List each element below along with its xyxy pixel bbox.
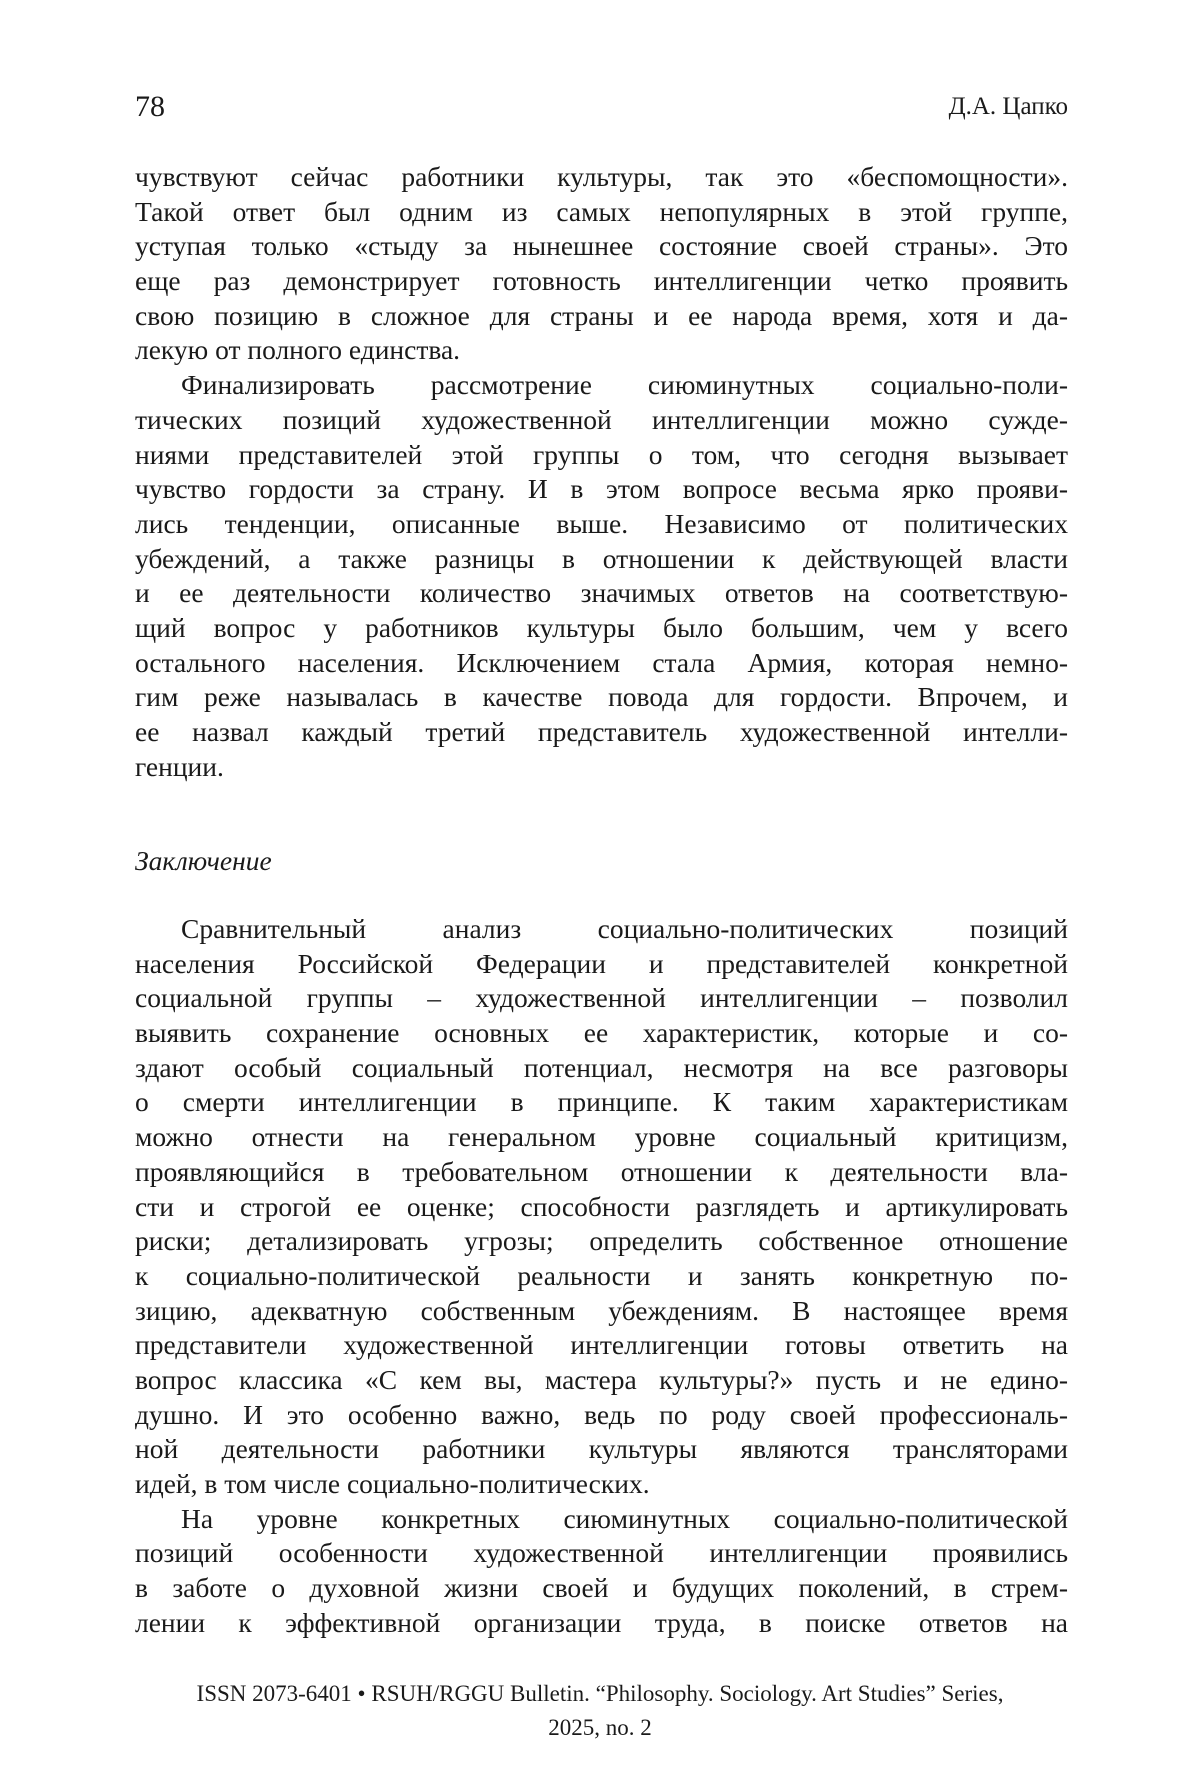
text-line: убеждений, а также разницы в отношении к действующей власти [135, 542, 1068, 574]
page-number: 78 [135, 90, 165, 123]
paragraph [135, 160, 1068, 368]
text-line: и ее деятельности количество значимых ответов на соответствую- [135, 577, 1068, 609]
text-line: здают особый социальный потенциал, несмотря на все разговоры [135, 1051, 1068, 1083]
text-line: свою позицию в сложное для страны и ее народа время, хотя и да- [135, 299, 1068, 331]
section-heading: Заключение [135, 845, 272, 876]
text-line: выявить сохранение основных ее характеристик, которые и со- [135, 1017, 1068, 1049]
text-line: ее назвал каждый третий представитель художественной интелли- [135, 716, 1068, 747]
text-line: о смерти интеллигенции в принципе. К таким характеристикам [135, 1086, 1068, 1118]
text-line: зицию, адекватную собственным убеждениям. В настоящее время [135, 1294, 1068, 1326]
text-line: остального населения. Исключением стала Армия, которая немно- [135, 646, 1068, 678]
text-line: к социально-политической реальности и занять конкретную по- [135, 1259, 1068, 1291]
text-line: Финализировать рассмотрение сиюминутных социально-поли- [181, 369, 1068, 401]
text-line: генции. [135, 750, 224, 782]
text-line: чувство гордости за страну. И в этом вопросе весьма ярко прояви- [135, 473, 1068, 505]
text-line: населения Российской Федерации и представителей конкретной [135, 947, 1068, 979]
body-text-before-conclusion [135, 160, 1068, 784]
text-line: еще раз демонстрирует готовность интеллигенции четко проявить [135, 265, 1068, 297]
text-line: чувствуют сейчас работники культуры, так это «беспомощности». [135, 161, 1068, 192]
running-head-author: Д.А. Цапко [948, 93, 1068, 120]
text-line: душно. И это особенно важно, ведь по роду своей профессиональ- [135, 1398, 1068, 1430]
text-line: уступая только «стыду за нынешнее состояние своей страны». Это [135, 230, 1068, 262]
text-line: социальной группы – художественной интеллигенции – позволил [135, 982, 1068, 1014]
text-line: тических позиций художественной интеллигенции можно сужде- [135, 403, 1068, 435]
text-line: можно отнести на генеральном уровне социальный критицизм, [135, 1121, 1068, 1153]
text-line: ной деятельности работники культуры являются трансляторами [135, 1433, 1068, 1465]
footer-line-2: 2025, no. 2 [548, 1715, 652, 1740]
body-text-conclusion [135, 912, 1068, 1640]
text-line: На уровне конкретных сиюминутных социально-политической [181, 1502, 1068, 1534]
text-line: лении к эффективной организации труда, в поиске ответов на [135, 1606, 1068, 1638]
text-line: представители художественной интеллигенции готовы ответить на [135, 1329, 1068, 1361]
text-line: вопрос классика «С кем вы, мастера культуры?» пусть и не едино- [135, 1363, 1068, 1395]
paragraph [135, 912, 1068, 1502]
text-line: Такой ответ был одним из самых непопулярных в этой группе, [135, 195, 1068, 227]
text-line: щий вопрос у работников культуры было большим, чем у всего [135, 611, 1068, 643]
text-line: лекую от полного единства. [135, 334, 461, 366]
text-line: в заботе о духовной жизни своей и будущих поколений, в стрем- [135, 1572, 1068, 1604]
footer-line-1: ISSN 2073-6401 • RSUH/RGGU Bulletin. “Philosophy. Sociology. Art Studies” Series, [196, 1681, 1004, 1706]
text-line: риски; детализировать угрозы; определить собственное отношение [135, 1225, 1068, 1257]
paragraph [135, 1502, 1068, 1641]
text-line: Сравнительный анализ социально-политических позиций [181, 913, 1068, 944]
paragraph [135, 368, 1068, 784]
text-line: идей, в том числе социально-политических. [135, 1468, 650, 1499]
text-line: ниями представителей этой группы о том, что сегодня вызывает [135, 438, 1068, 470]
text-line: лись тенденции, описанные выше. Независимо от политических [135, 507, 1068, 539]
text-line: сти и строгой ее оценке; способности разглядеть и артикулировать [135, 1190, 1068, 1222]
text-line: проявляющийся в требовательном отношении к деятельности вла- [135, 1155, 1068, 1187]
journal-footer [0, 1677, 1200, 1745]
text-line: позиций особенности художественной интеллигенции проявились [135, 1537, 1068, 1569]
text-line: гим реже называлась в качестве повода для гордости. Впрочем, и [135, 681, 1068, 713]
